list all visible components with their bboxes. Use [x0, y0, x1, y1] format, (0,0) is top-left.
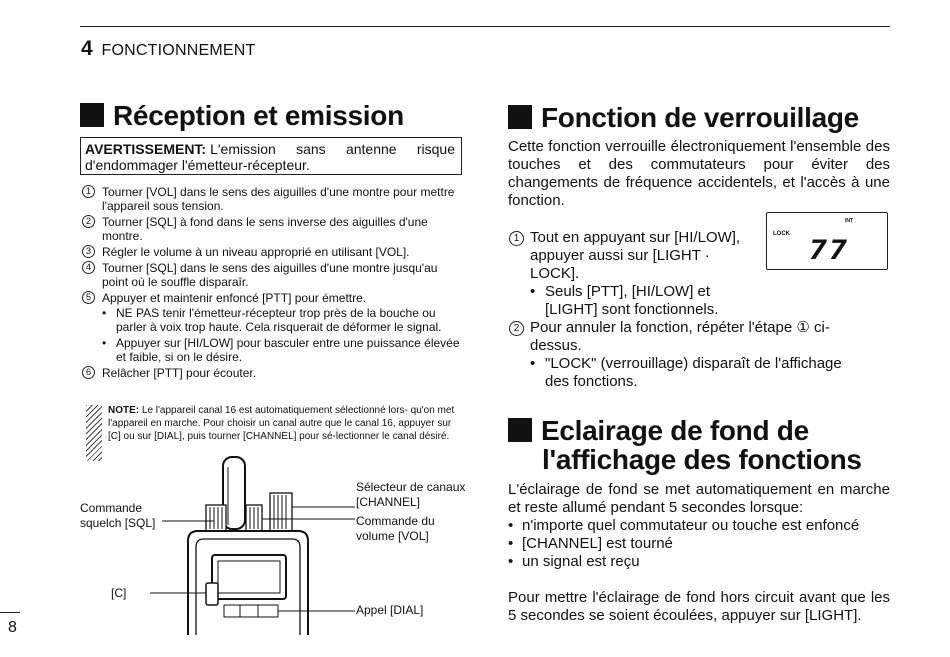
light-bullets	[508, 517, 890, 571]
warning-text: L'emission sans antenne risque d'endommager l'émetteur-récepteur.	[85, 141, 455, 173]
section-square-icon	[80, 103, 104, 127]
light-outro: Pour mettre l'éclairage de fond hors circuit avant que les 5 secondes se soient écoulées, appuyer sur [LIGHT].	[508, 589, 890, 624]
step-item: 3 Régler le volume à un niveau approprié en utilisant [VOL].	[80, 245, 464, 259]
lcd-lock-indicator: LOCK	[773, 231, 790, 237]
section-square-icon	[508, 418, 532, 442]
section-title-light-line2: l'affichage des fonctions	[542, 444, 862, 475]
lock-steps	[508, 229, 758, 319]
warning-box	[80, 137, 462, 175]
section-title-reception: Réception et emission	[80, 101, 404, 131]
chapter-number: 4	[81, 37, 93, 60]
light-intro: L'éclairage de fond se met automatiquement en marche et reste allumé pendant 5 secondes lorsque:	[508, 481, 890, 516]
light-bullet: • un signal est reçu	[508, 553, 890, 571]
step-item: 1 Tourner [VOL] dans le sens des aiguilles d'une montre pour mettre l'appareil sous tension.	[80, 185, 464, 213]
header-rule	[80, 26, 890, 27]
c-button-label: [C]	[111, 586, 127, 600]
step-item: 6 Relâcher [PTT] pour écouter.	[80, 366, 464, 380]
note-text: NOTE: Le l'appareil canal 16 est automatiquement sélectionné lors- qu'on met l'appareil en marche. Pour choisir un canal autre que le canal 16, appuyer sur [C] ou sur [DIAL], puis tourner [CHANNEL] pour sé-lectionner le canal désiré.	[108, 405, 455, 442]
lcd-display	[766, 212, 888, 270]
step-bullet: • Appuyer sur [HI/LOW] pour basculer entre une puissance élevée et faible, si on le désire.	[80, 336, 464, 364]
chapter-header	[81, 37, 255, 61]
light-bullet: • [CHANNEL] est tourné	[508, 535, 890, 553]
step-item: 5 Appuyer et maintenir enfoncé [PTT] pour émettre.	[80, 291, 464, 305]
reception-steps	[80, 185, 464, 382]
chapter-title: FONCTIONNEMENT	[101, 42, 256, 59]
dial-label: Appel [DIAL]	[356, 603, 424, 617]
squelch-label: Commande squelch [SQL]	[80, 501, 156, 530]
step-bullet: • NE PAS tenir l'émetteur-récepteur trop près de la bouche ou parler à voix trop haute. Cela risquerait de déformer le signal.	[80, 306, 464, 334]
footer-rule	[0, 612, 20, 613]
section-title-lock: Fonction de verrouillage	[508, 103, 859, 133]
lock-step-2: 2 Pour annuler la fonction, répéter l'étape ① ci-dessus.	[508, 319, 868, 355]
lcd-int-indicator: INT	[844, 218, 853, 224]
lock-step-1-bullet: • Seuls [PTT], [HI/LOW] et [LIGHT] sont fonctionnels.	[508, 283, 758, 319]
lock-step-1: 1 Tout en appuyant sur [HI/LOW], appuyer aussi sur [LIGHT · LOCK].	[508, 229, 758, 283]
lcd-digits: 77	[809, 234, 850, 267]
step-item: 2 Tourner [SQL] à fond dans le sens inverse des aiguilles d'une montre.	[80, 215, 464, 243]
lock-intro: Cette fonction verrouille électroniquement l'ensemble des touches et des commutateurs pour éviter des changements de fréquence accidentels, et l'accès à une fonction.	[508, 138, 890, 209]
lock-step-2-bullet: • "LOCK" (verrouillage) disparaît de l'affichage des fonctions.	[508, 355, 868, 391]
page-number: 8	[8, 619, 17, 636]
step-item: 4 Tourner [SQL] dans le sens des aiguilles d'une montre jusqu'au point où le souffle disparaîr.	[80, 261, 464, 289]
light-bullet: • n'importe quel commutateur ou touche est enfoncé	[508, 517, 890, 535]
warning-label: AVERTISSEMENT:	[85, 141, 207, 157]
note-hatch-icon	[86, 405, 102, 461]
section-title-light: Eclairage de fond de	[508, 416, 809, 446]
volume-label: Commande du volume [VOL]	[356, 514, 435, 543]
lock-steps-2	[508, 319, 868, 391]
channel-label: Sélecteur de canaux [CHANNEL]	[356, 480, 466, 509]
radio-diagram	[150, 455, 370, 635]
section-square-icon	[508, 105, 532, 129]
